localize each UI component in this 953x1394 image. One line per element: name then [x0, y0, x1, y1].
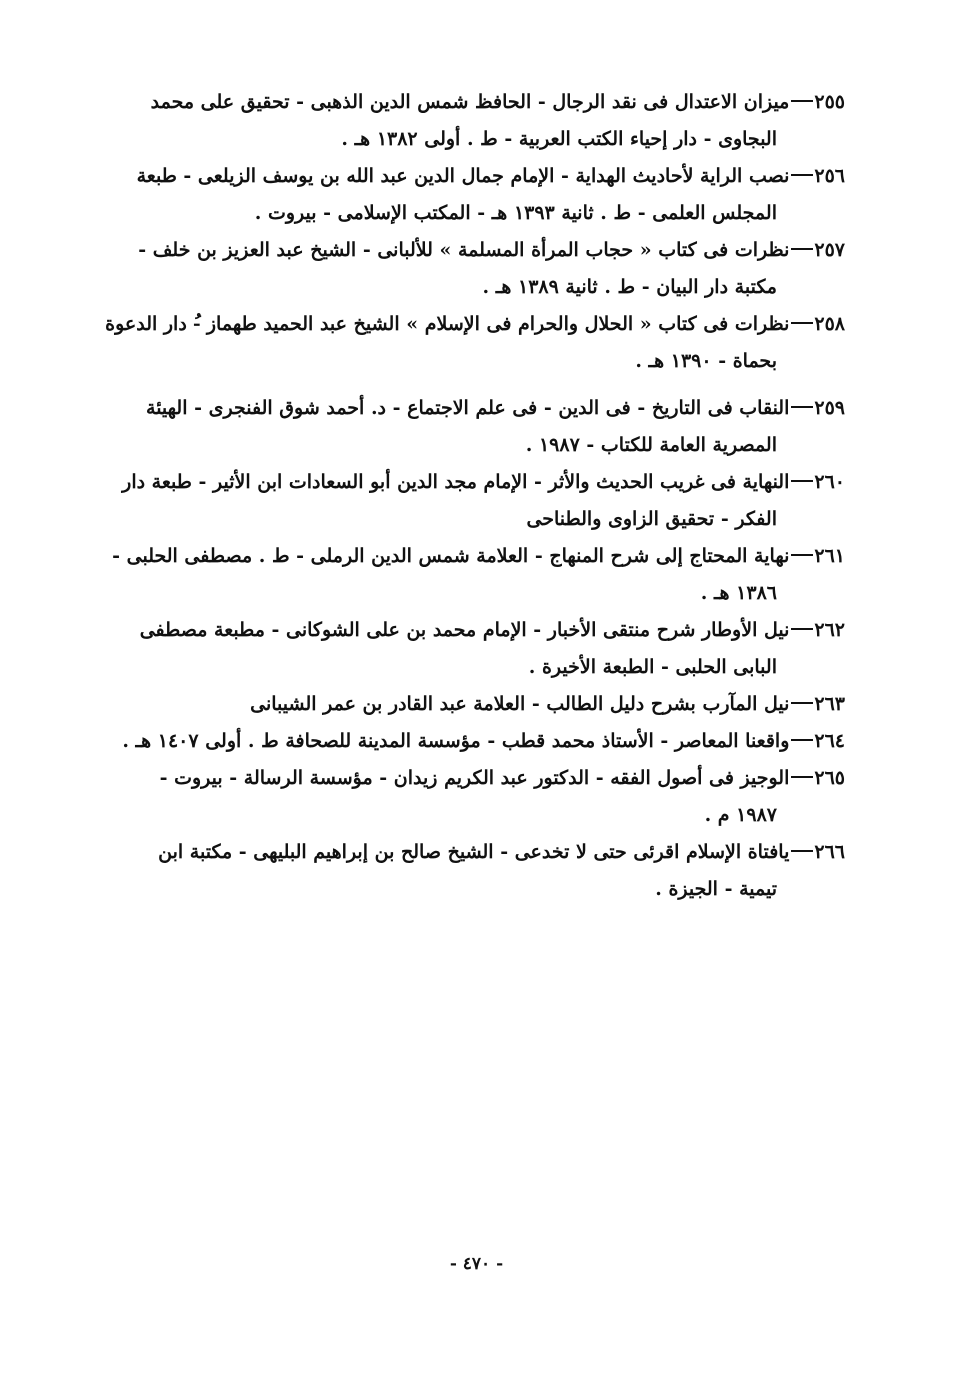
bibliography-entry [100, 723, 845, 760]
entry-continuation: بحماة - ١٣٩٠ هـ . [635, 350, 777, 372]
entry-text: ميزان الاعتدال فى نقد الرجال - الحافظ شمس الدين الذهبى - تحقيق على محمد [150, 91, 790, 113]
entry-dash [791, 776, 813, 778]
entry-text: نهاية المحتاج إلى شرح المنهاج - العلامة شمس الدين الرملى - ط . مصطفى الحلبى - [112, 545, 790, 567]
bibliography-entry [100, 834, 845, 908]
entry-number: ٢٥٦ [814, 165, 845, 187]
entry-text: الوجيز فى أصول الفقه - الدكتور عبد الكريم زيدان - مؤسسة الرسالة - بيروت - [159, 767, 790, 789]
entry-number: ٢٦١ [814, 545, 845, 567]
entry-dash [791, 406, 813, 408]
entry-number: ٢٦٦ [814, 841, 845, 863]
bibliography-entry [100, 538, 845, 612]
entry-continuation: المجلس العلمى - ط . ثانية ١٣٩٣ هـ - المكتب الإسلامى - بيروت . [254, 202, 777, 224]
bibliography-entry [100, 306, 845, 380]
entry-continuation: البجاوى - دار إحياء الكتب العربية - ط . أولى ١٣٨٢ هـ . [341, 128, 777, 150]
entry-text: نيل الأوطار شرح منتقى الأخبار - الإمام محمد بن على الشوكانى - مطبعة مصطفى [139, 619, 790, 641]
entry-dash [791, 739, 813, 741]
entry-number: ٢٥٧ [814, 239, 845, 261]
bibliography-entry [100, 232, 845, 306]
bibliography-entry [100, 390, 845, 464]
entry-continuation: ١٩٨٧ م . [704, 804, 777, 826]
entry-continuation: ١٣٨٦ هـ . [700, 582, 777, 604]
entry-continuation: تيمية - الجيزة . [655, 878, 777, 900]
entry-dash [791, 100, 813, 102]
bibliography-entry [100, 612, 845, 686]
entry-continuation: البابى الحلبى - الطبعة الأخيرة . [528, 656, 777, 678]
entry-number: ٢٦٤ [814, 730, 845, 752]
entry-dash [791, 480, 813, 482]
bibliography-entry [100, 158, 845, 232]
entry-dash [791, 322, 813, 324]
entry-dash [791, 702, 813, 704]
entry-dash [791, 850, 813, 852]
entry-dash [791, 554, 813, 556]
entry-number: ٢٦٣ [814, 693, 845, 715]
bibliography-list [100, 84, 845, 908]
entry-dash [791, 628, 813, 630]
bibliography-entry [100, 464, 845, 538]
entry-text: النقاب فى التاريخ - فى الدين - فى علم الاجتماع - د. أحمد شوق الفنجرى - الهيئة [146, 397, 790, 419]
page-number: - ٤٧٠ - [449, 1254, 504, 1274]
entry-continuation: المصرية العامة للكتاب - ١٩٨٧ . [525, 434, 777, 456]
bibliography-entry [100, 760, 845, 834]
entry-text: نيل المآرب بشرح دليل الطالب - العلامة عبد القادر بن عمر الشيبانى [250, 693, 790, 715]
entry-text: نظرات فى كتاب « الحلال والحرام فى الإسلام » الشيخ عبد الحميد طهماز -ُ دار الدعوة [105, 313, 790, 335]
entry-dash [791, 174, 813, 176]
entry-number: ٢٦٥ [814, 767, 845, 789]
entry-number: ٢٦٢ [814, 619, 845, 641]
entry-number: ٢٦٠ [814, 471, 845, 493]
entry-text: نظرات فى كتاب « حجاب المرأة المسلمة » للألبانى - الشيخ عبد العزيز بن خلف - [138, 239, 790, 261]
entry-dash [791, 248, 813, 250]
entry-continuation: الفكر - تحقيق الزاوى والطناحى [526, 508, 777, 530]
entry-text: نصب الراية لأحاديث الهداية - الإمام جمال الدين عبد الله بن يوسف الزيلعى - طبعة [136, 165, 790, 187]
entry-text: واقعنا المعاصر - الأستاذ محمد قطب - مؤسسة المدينة للصحافة ط . أولى ١٤٠٧ هـ . [122, 730, 790, 752]
bibliography-entry [100, 84, 845, 158]
entry-number: ٢٥٥ [814, 91, 845, 113]
entry-text: يافتاة الإسلام اقرئى حتى لا تخدعى - الشيخ صالح بن إبراهيم البليهى - مكتبة ابن [158, 841, 790, 863]
entry-continuation: مكتبة دار البيان - ط . ثانية ١٣٨٩ هـ . [482, 276, 777, 298]
entry-number: ٢٥٨ [814, 313, 845, 335]
entry-number: ٢٥٩ [814, 397, 845, 419]
bibliography-entry [100, 686, 845, 723]
entry-text: النهاية فى غريب الحديث والأثر - الإمام مجد الدين أبو السعادات ابن الأثير - طبعة دار [122, 471, 790, 493]
